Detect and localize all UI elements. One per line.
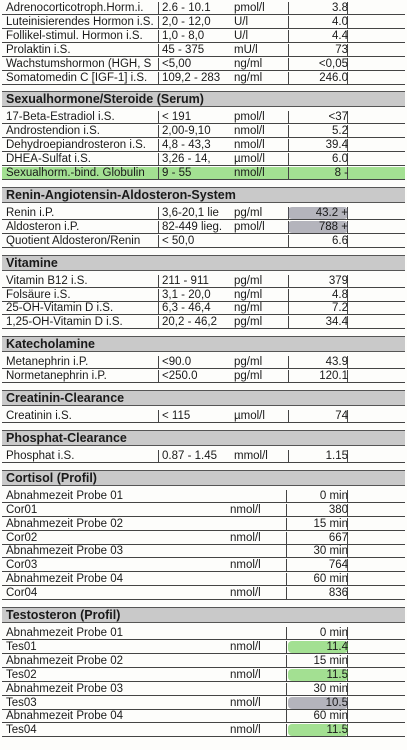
cell-value: 836: [328, 587, 348, 600]
cell-name: Abnahmezeit Probe 02: [6, 517, 123, 530]
table-row: [2, 356, 405, 369]
cell-unit: ng/ml: [234, 57, 263, 70]
column-divider: [286, 587, 287, 599]
cell-value: 34.4: [325, 316, 348, 329]
table-row: [2, 573, 405, 586]
cell-unit: [230, 545, 285, 557]
cell-name: Quotient Aldosteron/Renin: [6, 234, 141, 247]
cell-name: Phosphat i.S.: [6, 449, 75, 462]
cell-unit: ng/ml: [234, 288, 263, 301]
table-row: [2, 289, 405, 302]
cell-range: [162, 504, 222, 516]
cell-range: [162, 532, 222, 544]
table-row: [2, 44, 405, 57]
cell-name: 25-OH-Vitamin D i.S.: [6, 302, 114, 315]
cell-name: Abnahmezeit Probe 01: [6, 627, 123, 639]
table-row: [2, 221, 405, 234]
table-row: [2, 370, 405, 383]
cell-name: Tes01: [6, 640, 37, 653]
column-divider: [286, 532, 287, 544]
cell-unit: nmol/l: [230, 531, 261, 544]
table-row: [2, 167, 405, 180]
cell-name: Cor02: [6, 531, 38, 544]
table-row: [2, 139, 405, 152]
column-divider: [286, 669, 287, 681]
cell-range: [162, 683, 222, 695]
cell-unit: pg/ml: [234, 356, 263, 369]
cell-name: Tes02: [6, 668, 37, 681]
cell-unit: [234, 235, 289, 247]
column-divider: [286, 655, 287, 667]
section-header: Phosphat-Clearance: [2, 430, 405, 446]
cell-value: 30 min: [313, 682, 348, 695]
cell-unit: U/l: [234, 15, 249, 28]
table-row: [2, 710, 405, 723]
cell-unit: pg/ml: [234, 316, 263, 329]
cell-unit: U/l: [234, 29, 249, 42]
table-row: [2, 153, 405, 166]
cell-value: 10.5: [288, 697, 348, 709]
cell-value: 667: [328, 531, 348, 544]
table-row: [2, 16, 405, 29]
cell-unit: µmol/l: [234, 153, 265, 166]
cell-name: Sexualhorm.-bind. Globulin: [6, 167, 145, 179]
cell-unit: [230, 518, 285, 530]
cell-range: < 115: [162, 410, 191, 422]
table-row: [2, 655, 405, 668]
cell-unit: pg/ml: [234, 274, 263, 287]
cell-value: 11.4: [288, 641, 348, 653]
cell-value: 379: [328, 274, 348, 287]
cell-unit: nmol/l: [234, 125, 265, 138]
table-row: [2, 683, 405, 696]
cell-unit: pmol/l: [234, 220, 265, 233]
table-row: [2, 275, 405, 288]
cell-range: [162, 669, 222, 681]
cell-name: Normetanephrin i.P.: [6, 370, 107, 383]
cell-range: [162, 697, 222, 709]
cell-value: 30 min: [313, 545, 348, 558]
cell-name: Prolaktin i.S.: [6, 43, 71, 56]
cell-range: <5,00: [162, 57, 192, 70]
table-row: [2, 2, 405, 15]
table-row: [2, 587, 405, 600]
cell-unit: nmol/l: [230, 640, 261, 653]
cell-range: [162, 573, 222, 585]
section-header: Testosteron (Profil): [2, 607, 405, 623]
column-divider: [286, 627, 287, 639]
cell-range: [162, 545, 222, 557]
cell-name: Creatinin i.S.: [6, 410, 72, 422]
cell-value: 7.2: [332, 302, 348, 315]
cell-range: [162, 655, 222, 667]
cell-value: 60 min: [313, 573, 348, 586]
cell-value: 6.6: [332, 234, 348, 247]
cell-name: Cor03: [6, 559, 38, 572]
column-divider: [286, 504, 287, 516]
cell-range: 82-449 lieg.: [162, 220, 223, 233]
cell-range: 2.6 - 10.1: [162, 2, 211, 14]
cell-value: 1.15: [325, 449, 348, 462]
cell-value: 60 min: [313, 710, 348, 723]
cell-value: 0 min: [319, 489, 348, 502]
cell-value: <0,05: [318, 57, 348, 70]
cell-name: Dehydroepiandrosteron i.S.: [6, 139, 146, 152]
cell-range: 211 - 911: [162, 274, 209, 287]
column-divider: [286, 683, 287, 695]
cell-value: 380: [328, 503, 348, 516]
cell-unit: nmol/l: [230, 503, 261, 516]
table-row: [2, 627, 405, 640]
column-divider: [286, 545, 287, 557]
cell-unit: nmol/l: [230, 724, 261, 737]
table-row: [2, 559, 405, 572]
cell-unit: [230, 627, 285, 639]
cell-value: 3.8: [332, 2, 348, 14]
cell-unit: mmol/l: [234, 449, 268, 462]
cell-unit: [230, 683, 285, 695]
cell-value: 15 min: [313, 517, 348, 530]
cell-name: Aldosteron i.P.: [6, 220, 80, 233]
cell-name: Vitamin B12 i.S.: [6, 274, 88, 287]
cell-unit: nmol/l: [234, 167, 265, 179]
column-divider: [286, 573, 287, 585]
cell-value: 43.9: [325, 356, 348, 369]
cell-unit: [230, 710, 285, 722]
table-row: [2, 207, 405, 220]
table-row: [2, 302, 405, 315]
cell-value: 11.5: [288, 669, 348, 681]
table-row: [2, 490, 405, 503]
cell-unit: pg/ml: [234, 370, 263, 383]
cell-name: Abnahmezeit Probe 02: [6, 654, 123, 667]
cell-unit: pmol/l: [234, 111, 265, 124]
column-divider: [286, 710, 287, 722]
cell-unit: ng/ml: [234, 71, 263, 84]
cell-range: < 191: [162, 111, 192, 124]
cell-range: 3,1 - 20,0: [162, 288, 211, 301]
column-divider: [286, 490, 287, 502]
cell-value: 4.4: [332, 29, 348, 42]
cell-unit: [230, 655, 285, 667]
section-header: Vitamine: [2, 255, 405, 271]
cell-range: 9 - 55: [162, 167, 192, 179]
cell-range: 4,8 - 43,3: [162, 139, 211, 152]
cell-name: Abnahmezeit Probe 04: [6, 573, 123, 586]
cell-name: Androstendion i.S.: [6, 125, 100, 138]
cell-value: 15 min: [313, 654, 348, 667]
table-row: [2, 532, 405, 545]
cell-value: 43.2 +: [288, 207, 348, 219]
cell-range: 45 - 375: [162, 43, 205, 56]
cell-name: Cor01: [6, 503, 38, 516]
cell-name: Abnahmezeit Probe 03: [6, 682, 123, 695]
table-row: [2, 697, 405, 710]
cell-name: Adrenocorticotroph.Horm.i.: [6, 2, 144, 14]
cell-value: 0 min: [319, 627, 348, 639]
cell-value: 39.4: [325, 139, 348, 152]
table-row: [2, 545, 405, 558]
cell-value: 73: [335, 43, 348, 56]
column-divider: [286, 724, 287, 736]
cell-range: 20,2 - 46,2: [162, 316, 217, 329]
cell-value: 788 +: [288, 221, 348, 233]
cell-unit: pmol/l: [234, 2, 265, 14]
cell-unit: mU/l: [234, 43, 258, 56]
table-row: [2, 724, 405, 737]
cell-range: [162, 490, 222, 502]
cell-range: 0.87 - 1.45: [162, 449, 217, 462]
cell-range: <250.0: [162, 370, 198, 383]
column-divider: [286, 641, 287, 653]
cell-name: Follikel-stimul. Hormon i.S.: [6, 29, 143, 42]
cell-value: 5.2: [332, 125, 348, 138]
cell-unit: nmol/l: [230, 559, 261, 572]
cell-range: 1,0 - 8,0: [162, 29, 205, 42]
cell-range: < 50,0: [162, 234, 195, 247]
cell-range: 2,0 - 12,0: [162, 15, 211, 28]
section-header: Cortisol (Profil): [2, 470, 405, 486]
table-row: [2, 72, 405, 85]
section-header: Katecholamine: [2, 336, 405, 352]
cell-unit: nmol/l: [230, 696, 261, 709]
cell-unit: nmol/l: [230, 668, 261, 681]
cell-unit: nmol/l: [234, 139, 265, 152]
cell-name: Cor04: [6, 587, 38, 600]
cell-range: [162, 641, 222, 653]
cell-value: 4.8: [332, 288, 348, 301]
cell-name: Abnahmezeit Probe 03: [6, 545, 123, 558]
cell-range: [162, 627, 222, 639]
cell-value: 8 -: [334, 167, 348, 179]
cell-range: [162, 710, 222, 722]
cell-name: Renin i.P.: [6, 206, 55, 219]
table-row: [2, 58, 405, 71]
cell-name: DHEA-Sulfat i.S.: [6, 153, 91, 166]
column-divider: [286, 518, 287, 530]
cell-name: Abnahmezeit Probe 04: [6, 710, 123, 723]
cell-range: 3,26 - 14,: [162, 153, 211, 166]
column-divider: [286, 697, 287, 709]
cell-name: Somatomedin C [IGF-1] i.S.: [6, 71, 148, 84]
cell-range: [162, 587, 222, 599]
table-row: [2, 518, 405, 531]
cell-name: Folsäure i.S.: [6, 288, 71, 301]
cell-value: 120.1: [319, 370, 348, 383]
cell-unit: µmol/l: [234, 410, 265, 422]
cell-name: Metanephrin i.P.: [6, 356, 89, 369]
cell-value: 11.5: [288, 724, 348, 736]
cell-unit: [230, 490, 285, 502]
cell-name: Luteinisierendes Hormon i.S.: [6, 15, 154, 28]
cell-unit: nmol/l: [230, 587, 261, 600]
table-row: [2, 504, 405, 517]
cell-name: Wachstumshormon (HGH, S: [6, 57, 152, 70]
section-header: Renin-Angiotensin-Aldosteron-System: [2, 187, 405, 203]
cell-value: 246.0: [319, 71, 348, 84]
cell-range: [162, 518, 222, 530]
cell-name: 1,25-OH-Vitamin D i.S.: [6, 316, 123, 329]
cell-unit: ng/ml: [234, 302, 263, 315]
cell-name: Abnahmezeit Probe 01: [6, 489, 123, 502]
cell-unit: [230, 573, 285, 585]
table-row: [2, 641, 405, 654]
cell-value: 764: [328, 559, 348, 572]
cell-unit: pg/ml: [234, 206, 263, 219]
cell-range: 2,00-9,10: [162, 125, 211, 138]
table-row: [2, 111, 405, 124]
table-row: [2, 235, 405, 248]
table-row: [2, 316, 405, 329]
cell-value: 4.0: [332, 15, 348, 28]
table-row: [2, 125, 405, 138]
cell-range: <90.0: [162, 356, 192, 369]
section-header: Sexualhormone/Steroide (Serum): [2, 91, 405, 107]
table-row: [2, 30, 405, 43]
cell-name: Tes04: [6, 724, 37, 737]
table-row: [2, 450, 405, 463]
cell-value: 74: [335, 410, 348, 422]
cell-range: 3,6-20,1 lie: [162, 206, 219, 219]
cell-name: 17-Beta-Estradiol i.S.: [6, 111, 115, 124]
table-row: [2, 669, 405, 682]
cell-value: <37: [328, 111, 348, 124]
column-divider: [286, 559, 287, 571]
section-header: Creatinin-Clearance: [2, 390, 405, 406]
cell-value: 6.0: [332, 153, 348, 166]
cell-range: 109,2 - 283: [162, 71, 221, 84]
cell-range: [162, 724, 222, 736]
cell-range: [162, 559, 222, 571]
cell-name: Tes03: [6, 696, 37, 709]
cell-range: 6,3 - 46,4: [162, 302, 211, 315]
table-row: [2, 410, 405, 423]
